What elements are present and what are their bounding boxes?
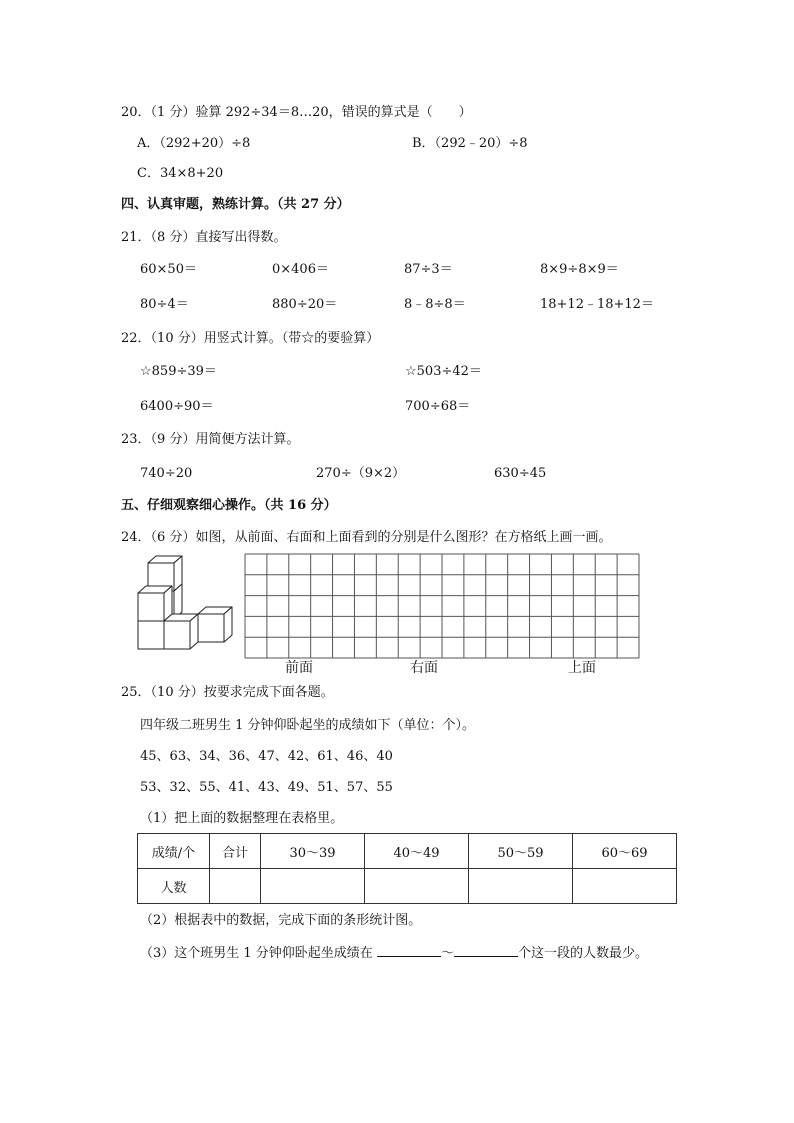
- q21-item: 87÷3＝: [404, 262, 453, 277]
- table-row: [138, 869, 677, 904]
- q21-item: 8﹣8÷8＝: [404, 297, 466, 312]
- section-5-title: 五、仔细观察细心操作。（共 16 分）: [121, 498, 337, 513]
- q22-stem: 22．（10 分）用竖式计算。（带☆的要验算）: [121, 331, 380, 346]
- q22-item: ☆503÷42＝: [405, 364, 482, 379]
- table-header-row: [138, 834, 677, 869]
- range-separator: ～: [440, 946, 454, 961]
- q20-option-c[interactable]: C．34×8+20: [137, 166, 224, 181]
- q21-item: 80÷4＝: [140, 297, 189, 312]
- q25-sub3: [140, 944, 648, 962]
- table-header-cell: 60～69: [573, 834, 677, 869]
- answer-blank[interactable]: [377, 944, 441, 957]
- table-input-cell[interactable]: [210, 869, 261, 904]
- table-input-cell[interactable]: [365, 869, 469, 904]
- label-front-view: 前面: [285, 660, 313, 676]
- label-top-view: 上面: [568, 660, 596, 676]
- table-header-cell: 30～39: [261, 834, 365, 869]
- q21-item: 60×50＝: [140, 262, 197, 277]
- section-4-title: 四、认真审题，熟练计算。（共 27 分）: [121, 197, 350, 212]
- q20-option-b[interactable]: B．（292﹣20）÷8: [412, 136, 528, 151]
- cube-stack-figure: [136, 553, 240, 653]
- score-table: [137, 833, 677, 904]
- table-header-cell: 合计: [210, 834, 261, 869]
- q25-data-line: 53、32、55、41、43、49、51、57、55: [140, 780, 393, 795]
- q22-item: 700÷68＝: [405, 399, 471, 414]
- q23-item: 740÷20: [140, 466, 193, 481]
- label-right-view: 右面: [410, 660, 438, 676]
- q25-sub3-text: （3）这个班男生 1 分钟仰卧起坐成绩在: [140, 946, 373, 961]
- q25-sub3-text-end: 个这一段的人数最少。: [517, 946, 648, 961]
- table-input-cell[interactable]: [261, 869, 365, 904]
- q24-stem: 24．（6 分）如图，从前面、右面和上面看到的分别是什么图形？在方格纸上画一画。: [121, 530, 612, 545]
- q20-stem: 20．（1 分）验算 292÷34＝8…20，错误的算式是（ ）: [121, 105, 472, 120]
- table-row-label: 人数: [138, 869, 210, 904]
- q21-stem: 21．（8 分）直接写出得数。: [121, 230, 287, 245]
- q21-item: 880÷20＝: [272, 297, 338, 312]
- q25-data-line: 45、63、34、36、47、42、61、46、40: [140, 749, 393, 764]
- q23-stem: 23．（9 分）用简便方法计算。: [121, 432, 300, 447]
- table-header-cell: 50～59: [469, 834, 573, 869]
- table-header-cell: 成绩/个: [138, 834, 210, 869]
- table-input-cell[interactable]: [573, 869, 677, 904]
- drawing-grid[interactable]: [244, 553, 640, 659]
- answer-blank[interactable]: [454, 944, 518, 957]
- q23-item: 630÷45: [494, 466, 547, 481]
- table-header-cell: 40～49: [365, 834, 469, 869]
- q21-item: 0×406＝: [272, 262, 329, 277]
- q22-item: 6400÷90＝: [140, 399, 214, 414]
- q21-item: 8×9÷8×9＝: [540, 262, 619, 277]
- q25-sub1: （1）把上面的数据整理在表格里。: [140, 811, 344, 826]
- q21-item: 18+12﹣18+12＝: [540, 297, 654, 312]
- q22-item: ☆859÷39＝: [140, 364, 217, 379]
- q23-item: 270÷（9×2）: [316, 466, 406, 481]
- q25-intro: 四年级二班男生 1 分钟仰卧起坐的成绩如下（单位：个）。: [140, 718, 476, 733]
- q25-sub2: （2）根据表中的数据，完成下面的条形统计图。: [140, 913, 422, 928]
- q20-option-a[interactable]: A．（292+20）÷8: [137, 136, 251, 151]
- table-input-cell[interactable]: [469, 869, 573, 904]
- q25-stem: 25．（10 分）按要求完成下面各题。: [121, 685, 334, 700]
